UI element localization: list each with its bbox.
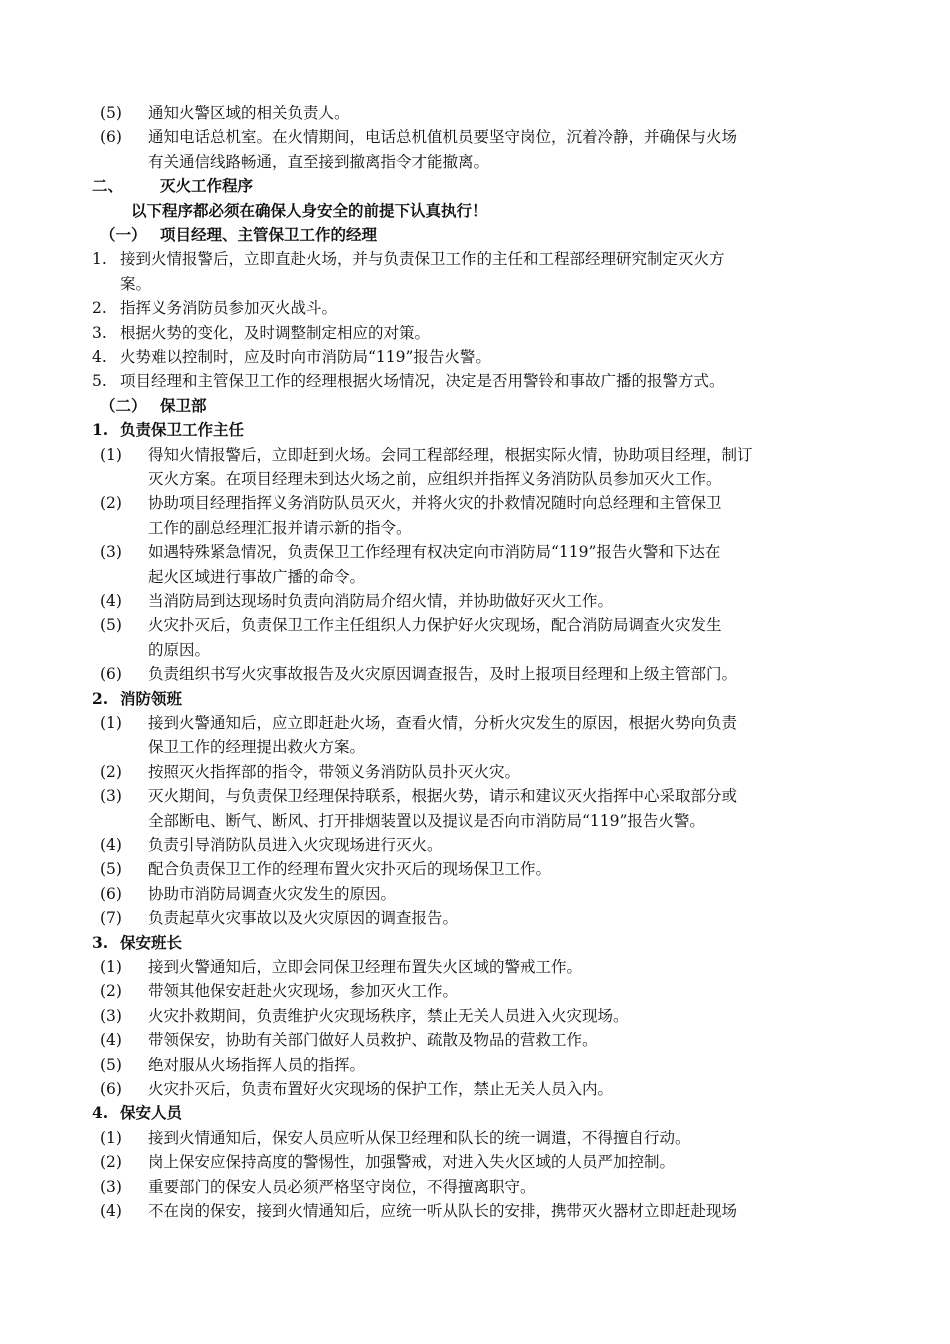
list-number: 4. [92, 348, 107, 366]
line-text: 工作的副总经理汇报并请示新的指令。 [148, 518, 412, 537]
list-number: (1) [100, 1128, 122, 1147]
list-number: (5) [100, 1055, 122, 1074]
text-line [0, 125, 950, 149]
line-text: 火势难以控制时，应及时向市消防局“119”报告火警。 [120, 348, 491, 366]
line-text: 项目经理、主管保卫工作的经理 [160, 225, 378, 244]
line-text: 项目经理和主管保卫工作的经理根据火场情况，决定是否用警铃和事故广播的报警方式。 [120, 372, 725, 391]
list-number: (5) [100, 616, 122, 635]
list-number: (5) [100, 104, 122, 122]
text-line [0, 809, 950, 833]
section-heading [0, 394, 950, 418]
text-line [0, 1150, 950, 1174]
text-line [0, 882, 950, 906]
section-heading [0, 1101, 950, 1125]
line-text: 按照灭火指挥部的指令，带领义务消防队员扑灭火灾。 [148, 762, 521, 781]
line-text: 协助市消防局调查火灾发生的原因。 [148, 884, 397, 903]
text-line [0, 1199, 950, 1223]
line-text: 通知电话总机室。在火情期间，电话总机值机员要坚守岗位，沉着冷静，并确保与火场 [148, 128, 738, 147]
list-number: (2) [100, 762, 122, 781]
text-line [0, 467, 950, 491]
list-number: (6) [100, 1080, 122, 1098]
list-number: (1) [100, 714, 122, 732]
line-text: 通知火警区域的相关负责人。 [148, 104, 350, 122]
list-number: 1. [92, 250, 107, 269]
text-line [0, 1004, 950, 1028]
line-text: 保卫部 [160, 395, 207, 415]
text-line [0, 491, 950, 515]
line-text: 保卫工作的经理提出救火方案。 [148, 738, 366, 757]
line-text: 接到火警通知后，应立即赶赴火场，查看火情，分析火灾发生的原因，根据火势向负责 [148, 714, 738, 732]
list-number: (3) [100, 543, 122, 562]
list-number: 3. [92, 932, 109, 952]
list-number: 3. [92, 323, 107, 342]
line-text: 灭火期间，与负责保卫经理保持联系，根据火势，请示和建议灭火指挥中心采取部分或 [148, 787, 738, 806]
text-line [0, 101, 950, 125]
text-line [0, 565, 950, 589]
section-heading [0, 223, 950, 247]
text-line [0, 1175, 950, 1199]
list-number: (2) [100, 1153, 122, 1172]
line-text: 接到火情通知后，保安人员应听从保卫经理和队长的统一调遣，不得擅自行动。 [148, 1128, 691, 1147]
list-number: (1) [100, 958, 122, 976]
text-line [0, 638, 950, 662]
text-line [0, 906, 950, 930]
list-number: (6) [100, 665, 122, 684]
list-number: (1) [100, 445, 122, 464]
line-text: 重要部门的保安人员必须严格坚守岗位，不得擅离职守。 [148, 1177, 536, 1196]
list-number: 1. [92, 420, 109, 440]
list-number: 4. [92, 1103, 109, 1123]
line-text: 带领保安，协助有关部门做好人员救护、疏散及物品的营救工作。 [148, 1031, 598, 1050]
line-text: 接到火情报警后，立即直赴火场，并与负责保卫工作的主任和工程部经理研究制定灭火方 [120, 250, 725, 269]
line-text: 的原因。 [148, 640, 211, 659]
line-text: 根据火势的变化，及时调整制定相应的对策。 [120, 323, 431, 342]
line-text: 如遇特殊紧急情况，负责保卫工作经理有权决定向市消防局“119”报告火警和下达在 [148, 543, 721, 562]
line-text: 灭火工作程序 [160, 176, 254, 196]
line-text: 案。 [120, 274, 152, 293]
line-text: 负责保卫工作主任 [120, 420, 245, 440]
list-number: 二、 [92, 176, 124, 196]
line-text: 负责引导消防队员进入火灾现场进行灭火。 [148, 836, 443, 854]
text-line [0, 321, 950, 345]
text-line [0, 833, 950, 857]
text-line [0, 516, 950, 540]
list-number: 2. [92, 299, 107, 318]
list-number: 5. [92, 372, 107, 391]
text-line [0, 979, 950, 1003]
text-line [0, 272, 950, 296]
text-line [0, 735, 950, 759]
text-line [0, 369, 950, 393]
line-text: 火灾扑灭后，负责布置好火灾现场的保护工作，禁止无关人员入内。 [148, 1080, 614, 1098]
text-line [0, 540, 950, 564]
text-line [0, 784, 950, 808]
list-number: (6) [100, 884, 122, 903]
line-text: 消防领班 [120, 688, 183, 708]
list-number: (4) [100, 836, 122, 854]
list-number: (4) [100, 1031, 122, 1050]
line-text: 起火区域进行事故广播的命令。 [148, 567, 366, 586]
text-line [0, 857, 950, 881]
line-text: 协助项目经理指挥义务消防队员灭火，并将火灾的扑救情况随时向总经理和主管保卫 [148, 494, 722, 513]
line-text: 有关通信线路畅通，直至接到撤离指令才能撤离。 [148, 152, 490, 171]
list-number: 2. [92, 688, 109, 708]
line-text: 火灾扑灭后，负责保卫工作主任组织人力保护好火灾现场，配合消防局调查火灾发生 [148, 616, 722, 635]
line-text: 绝对服从火场指挥人员的指挥。 [148, 1055, 366, 1074]
section-heading [0, 931, 950, 955]
text-line [0, 1077, 950, 1101]
list-number: （一） [100, 225, 147, 244]
line-text: 全部断电、断气、断风、打开排烟装置以及提议是否向市消防局“119”报告火警。 [148, 811, 705, 830]
text-line [0, 247, 950, 271]
list-number: (3) [100, 787, 122, 806]
line-text: 保安人员 [120, 1103, 183, 1123]
line-text: 当消防局到达现场时负责向消防局介绍火情，并协助做好灭火工作。 [148, 592, 614, 610]
list-number: （二） [100, 395, 147, 415]
line-text: 负责组织书写火灾事故报告及火灾原因调查报告，及时上报项目经理和上级主管部门。 [148, 665, 738, 684]
line-text: 负责起草火灾事故以及火灾原因的调查报告。 [148, 909, 459, 928]
line-text: 岗上保安应保持高度的警惕性，加强警戒，对进入失火区域的人员严加控制。 [148, 1153, 676, 1172]
list-number: (4) [100, 1202, 122, 1220]
text-line [0, 345, 950, 369]
line-text: 得知火情报警后，立即赶到火场。会同工程部经理，根据实际火情，协助项目经理，制订 [148, 445, 753, 464]
line-text: 带领其他保安赶赴火灾现场，参加灭火工作。 [148, 982, 459, 1001]
text-line [0, 443, 950, 467]
list-number: (3) [100, 1177, 122, 1196]
line-text: 不在岗的保安，接到火情通知后，应统一听从队长的安排，携带灭火器材立即赶赴现场 [148, 1202, 738, 1220]
text-line [0, 1126, 950, 1150]
section-heading [0, 418, 950, 442]
list-number: (3) [100, 1006, 122, 1025]
text-line [0, 1053, 950, 1077]
line-text: 火灾扑救期间，负责维护火灾现场秩序，禁止无关人员进入火灾现场。 [148, 1006, 629, 1025]
section-heading [0, 687, 950, 711]
line-text: 保安班长 [120, 932, 183, 952]
line-text: 指挥义务消防员参加灭火战斗。 [120, 299, 338, 318]
line-text: 以下程序都必须在确保人身安全的前提下认真执行！ [131, 200, 488, 220]
text-line [0, 955, 950, 979]
section-heading [0, 174, 950, 198]
line-text: 配合负责保卫工作的经理布置火灾扑灭后的现场保卫工作。 [148, 860, 552, 879]
list-number: (7) [100, 909, 122, 928]
list-number: (2) [100, 982, 122, 1001]
text-line [0, 613, 950, 637]
text-line [0, 199, 950, 223]
text-line [0, 1028, 950, 1052]
text-line [0, 662, 950, 686]
text-line [0, 150, 950, 174]
list-number: (5) [100, 860, 122, 879]
text-line [0, 711, 950, 735]
text-line [0, 296, 950, 320]
list-number: (2) [100, 494, 122, 513]
line-text: 接到火警通知后，立即会同保卫经理布置失火区域的警戒工作。 [148, 958, 583, 976]
line-text: 灭火方案。在项目经理未到达火场之前，应组织并指挥义务消防队员参加灭火工作。 [148, 470, 722, 488]
text-line [0, 589, 950, 613]
list-number: (4) [100, 592, 122, 610]
text-line [0, 760, 950, 784]
list-number: (6) [100, 128, 122, 147]
